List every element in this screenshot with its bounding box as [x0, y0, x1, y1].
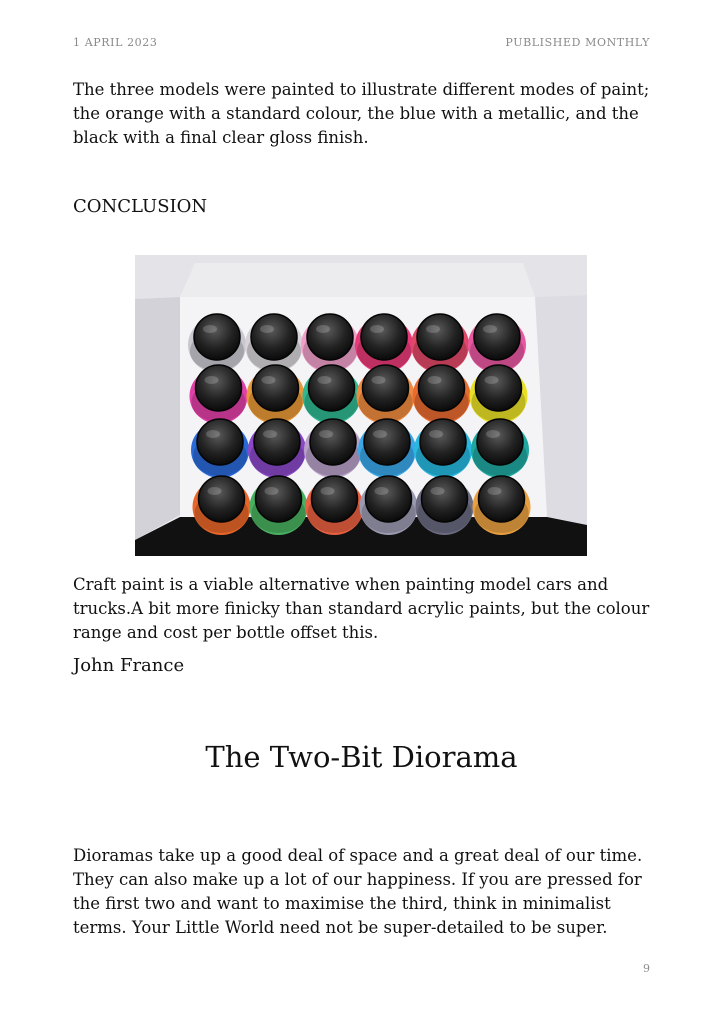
section-heading: CONCLUSION [73, 196, 208, 217]
conclusion-paragraph: Craft paint is a viable alternative when painting model cars and trucks.A bit more finicky than standard acrylic paints, but the colour range and cost per bottle offset this. [73, 575, 650, 642]
intro-paragraph: The three models were painted to illustrate different modes of paint; the orange with a standard colour, the blue with a metallic, and the black with a final clear gloss finish. [73, 80, 650, 147]
header-date: 1 APRIL 2023 [73, 36, 158, 49]
header-frequency: PUBLISHED MONTHLY [505, 36, 650, 49]
article-paragraph: Dioramas take up a good deal of space and a great deal of our time. They can also make up a lot of our happiness. If you are pressed for the first two and want to maximise the third, think in minimalist terms. Your Little World need not be super-detailed to be super. [73, 846, 643, 937]
paint-box-photo [135, 255, 587, 556]
article-author: John France [73, 655, 185, 676]
article-title: The Two-Bit Diorama [205, 740, 518, 774]
page-number: 9 [643, 962, 650, 975]
